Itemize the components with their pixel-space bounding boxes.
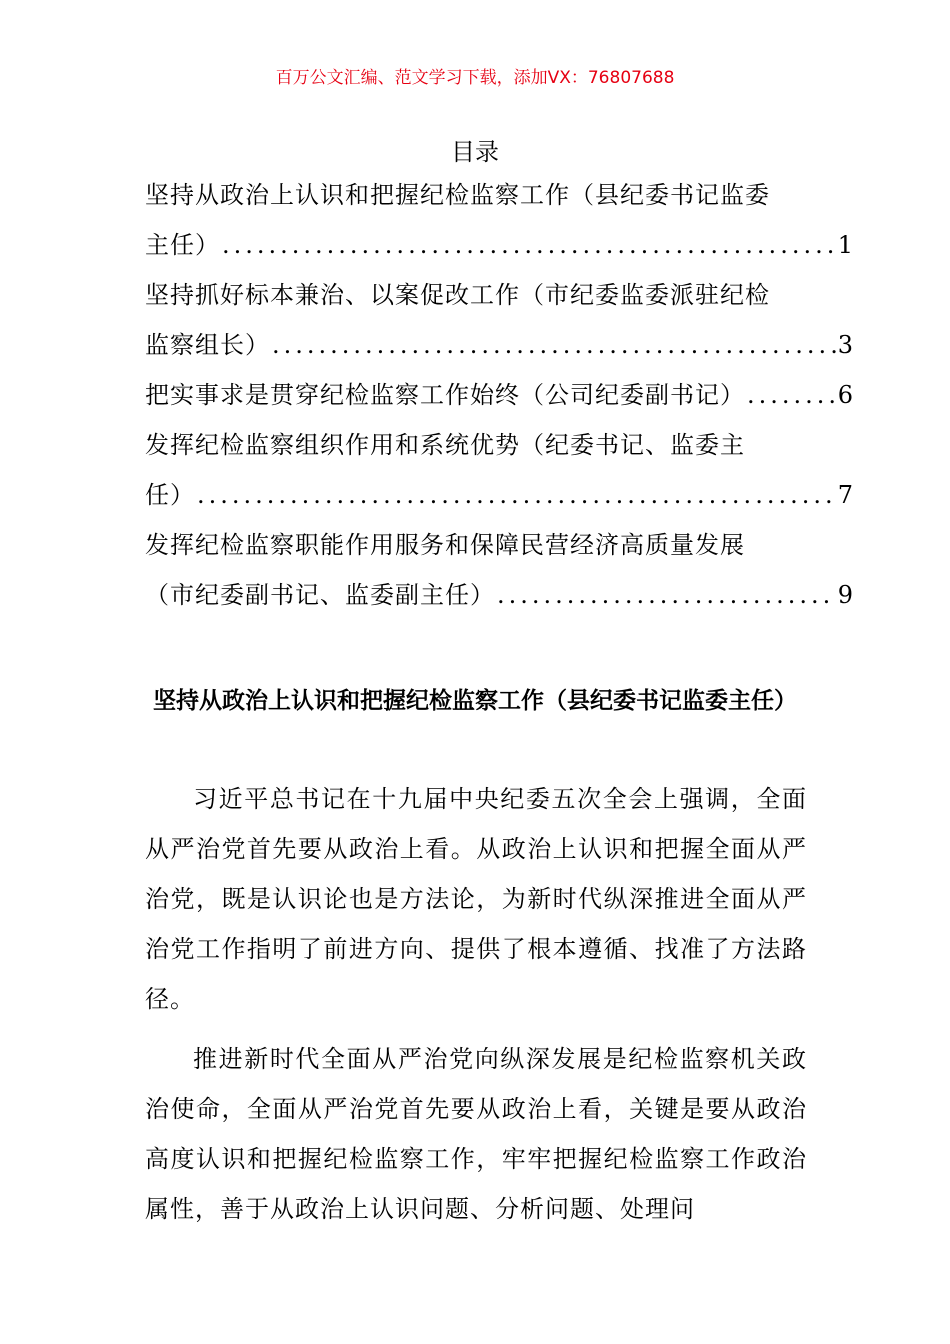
- header-banner: 百万公文汇编、范文学习下载，添加VX：76807688: [275, 68, 675, 88]
- toc-page-number: 9: [837, 581, 853, 609]
- toc-leader-dots: [497, 570, 836, 620]
- toc-entry-text: 坚持从政治上认识和把握纪检监察工作（县纪委书记监委: [145, 181, 770, 209]
- toc-leader-dots: [272, 320, 836, 370]
- toc-entry-1[interactable]: [145, 170, 853, 270]
- toc-entry-text: （市纪委副书记、监委副主任）: [145, 581, 495, 609]
- toc-page-number: 3: [837, 331, 853, 359]
- toc-leader-dots: [197, 470, 836, 520]
- body-paragraph: 推进新时代全面从严治党向纵深发展是纪检监察机关政治使命，全面从严治党首先要从政治上看，关键是要从政治高度认识和把握纪检监察工作，牢牢把握纪检监察工作政治属性，善于从政治上认识问题、分析问题、处理问: [145, 1045, 807, 1223]
- toc-leader-dots: [222, 220, 836, 270]
- toc-page-number: 1: [837, 231, 853, 259]
- toc-entry-text: 主任）: [145, 231, 220, 259]
- table-of-contents: [145, 170, 853, 620]
- toc-page-number: 6: [837, 381, 853, 409]
- toc-leader-dots: [747, 370, 836, 420]
- toc-entry-text: 监察组长）: [145, 331, 270, 359]
- toc-entry-text: 把实事求是贯穿纪检监察工作始终（公司纪委副书记）: [145, 381, 745, 409]
- toc-entry-text: 发挥纪检监察职能作用服务和保障民营经济高质量发展: [145, 531, 745, 559]
- body-paragraph: 习近平总书记在十九届中央纪委五次全会上强调，全面从严治党首先要从政治上看。从政治上认识和把握全面从严治党，既是认识论也是方法论，为新时代纵深推进全面从严治党工作指明了前进方向、提供了根本遵循、找准了方法路径。: [145, 785, 807, 1013]
- toc-entry-4[interactable]: [145, 420, 853, 520]
- toc-entry-3[interactable]: [145, 370, 853, 420]
- toc-entry-5[interactable]: [145, 520, 853, 620]
- toc-page-number: 7: [837, 481, 853, 509]
- toc-title: 目录: [451, 138, 499, 166]
- toc-entry-text: 任）: [145, 481, 195, 509]
- article-title: 坚持从政治上认识和把握纪检监察工作（县纪委书记监委主任）: [153, 688, 797, 714]
- toc-entry-text: 发挥纪检监察组织作用和系统优势（纪委书记、监委主: [145, 431, 745, 459]
- article-body: [145, 774, 807, 1244]
- toc-entry-text: 坚持抓好标本兼治、以案促改工作（市纪委监委派驻纪检: [145, 281, 770, 309]
- toc-entry-2[interactable]: [145, 270, 853, 370]
